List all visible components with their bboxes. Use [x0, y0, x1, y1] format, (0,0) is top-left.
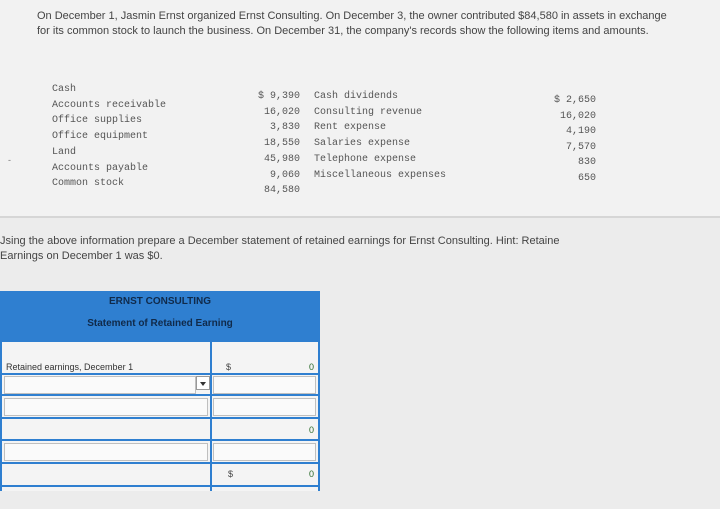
chevron-down-icon [200, 382, 206, 386]
instructions-line-2: Earnings on December 1 was $0. [0, 250, 163, 262]
row2-label-select[interactable] [4, 376, 196, 394]
row-border [0, 417, 320, 419]
account-name: Salaries expense [314, 138, 411, 150]
account-amount: $ 9,390 [257, 91, 300, 102]
account-amount: 650 [577, 172, 596, 184]
row2-dropdown[interactable] [196, 376, 210, 390]
statement-header [0, 291, 320, 342]
account-names-left [52, 82, 166, 192]
account-amount: 45,980 [263, 153, 300, 165]
retained-earnings-dec1-value: 0 [308, 362, 314, 372]
account-amount: $ 2,650 [553, 95, 596, 106]
row-border [0, 394, 320, 396]
row3-label-input[interactable] [4, 398, 208, 416]
statement-company: ERNST CONSULTING [108, 296, 212, 307]
account-name: Land [52, 146, 77, 158]
row3-amount-input[interactable] [213, 398, 316, 416]
account-name: Consulting revenue [314, 106, 423, 118]
row-border [0, 373, 320, 375]
instructions [0, 234, 720, 264]
account-name: Cash dividends [314, 91, 399, 102]
row2-amount-input[interactable] [213, 376, 316, 394]
account-name: Common stock [52, 178, 125, 190]
row6-value: 0 [308, 469, 314, 479]
account-amount: 9,060 [269, 169, 300, 181]
account-amount: 4,190 [565, 126, 596, 137]
account-name: Cash [52, 84, 77, 95]
retained-earnings-statement [0, 291, 320, 491]
account-amount: 16,020 [263, 106, 300, 118]
account-names-right [314, 89, 446, 183]
instructions-line-1: Jsing the above information prepare a December statement of retained earnings for Ernst Consulting. Hint: Retaine [0, 235, 560, 247]
margin-mark: - [8, 155, 11, 165]
account-name: Accounts payable [52, 162, 149, 174]
account-name: Miscellaneous expenses [314, 169, 447, 181]
account-name: Office supplies [52, 115, 143, 127]
dollar-sign: $ [226, 362, 232, 372]
account-name: Office equipment [52, 131, 149, 143]
account-name: Accounts receivable [52, 99, 167, 111]
problem-intro: On December 1, Jasmin Ernst organized Ernst Consulting. On December 3, the owner contributed $84,580 in assets in exchange for its common stock to launch the business. On December 31, the company's records show the following items and amounts. [37, 10, 667, 37]
account-name: Telephone expense [314, 153, 417, 165]
account-amount: 830 [577, 157, 596, 168]
section-divider [0, 216, 720, 218]
statement-title: Statement of Retained Earning [87, 318, 233, 329]
account-name: Rent expense [314, 122, 387, 134]
problem-panel [0, 0, 720, 216]
account-amount: 7,570 [565, 141, 596, 153]
row-label-retained-earnings-dec1: Retained earnings, December 1 [6, 362, 134, 372]
row-border [0, 462, 320, 464]
row5-label-input[interactable] [4, 443, 208, 461]
row-border [0, 485, 320, 487]
dollar-sign: $ [228, 469, 234, 479]
account-amount: 16,020 [559, 110, 596, 122]
account-amount: 3,830 [269, 122, 300, 134]
row5-amount-input[interactable] [213, 443, 316, 461]
account-amount: 84,580 [263, 185, 300, 197]
account-amounts-right [530, 93, 596, 186]
account-amount: 18,550 [263, 138, 300, 150]
row-border [0, 439, 320, 441]
account-amounts-left [238, 89, 300, 199]
row4-value: 0 [308, 425, 314, 435]
